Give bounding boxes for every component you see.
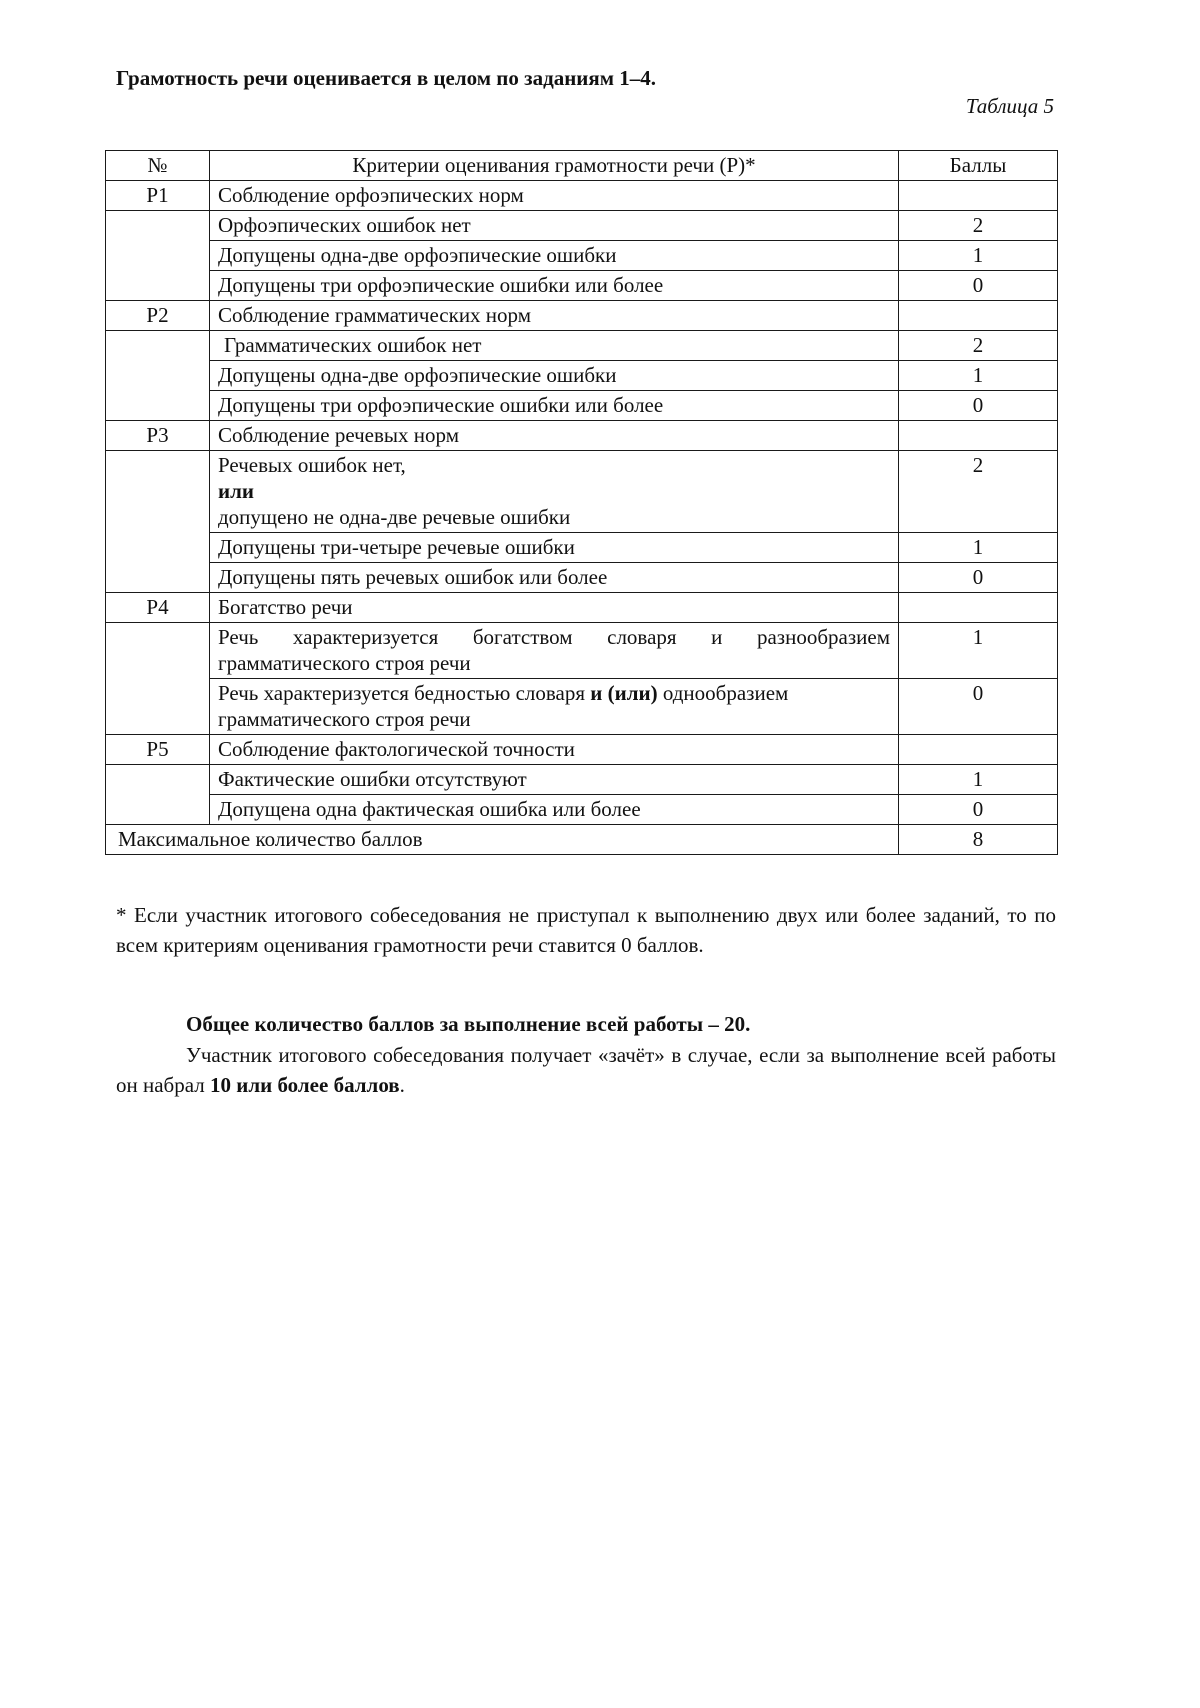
footnote: * Если участник итогового собеседования не приступал к выполнению двух или более заданий, то по всем критериям оценивания грамотности речи ставится 0 баллов. — [116, 903, 1056, 957]
level-text: Речь характеризуется богатством словаря и разнообразием грамматического строя речи — [210, 623, 899, 679]
level-text-part: однообразием грамматического строя речи — [218, 681, 789, 731]
max-score-label: Максимальное количество баллов — [106, 825, 899, 855]
criterion-id: Р1 — [106, 181, 210, 211]
criterion-id-spacer — [106, 211, 210, 301]
summary-text-end: . — [399, 1073, 405, 1097]
table-row — [106, 331, 1058, 361]
table-row — [106, 563, 1058, 593]
criterion-row — [106, 181, 1058, 211]
level-text-multiline — [210, 451, 899, 533]
criterion-title: Соблюдение орфоэпических норм — [210, 181, 899, 211]
criterion-row — [106, 735, 1058, 765]
level-points: 2 — [899, 211, 1058, 241]
criterion-id: Р3 — [106, 421, 210, 451]
summary-title: Общее количество баллов за выполнение всей работы – 20. — [186, 1012, 751, 1036]
criterion-row — [106, 421, 1058, 451]
level-text: Допущены три орфоэпические ошибки или более — [210, 391, 899, 421]
level-text-mixed — [210, 679, 899, 735]
level-text-or: или — [218, 479, 254, 503]
summary-text-part: Участник итогового собеседования получает «зачёт» в случае, если за выполнение всей работы он набрал — [116, 1043, 1056, 1097]
level-text-line: Речевых ошибок нет, — [218, 453, 406, 477]
speech-literacy-criteria-table — [105, 150, 1058, 855]
level-points: 0 — [899, 563, 1058, 593]
table-row — [106, 271, 1058, 301]
level-points: 2 — [899, 451, 1058, 533]
criterion-points-empty — [899, 593, 1058, 623]
table-caption: Таблица 5 — [965, 94, 1054, 118]
header-points: Баллы — [899, 151, 1058, 181]
header-number: № — [106, 151, 210, 181]
level-text: Допущены одна-две орфоэпические ошибки — [210, 241, 899, 271]
criterion-row — [106, 301, 1058, 331]
level-text: Допущены три орфоэпические ошибки или более — [210, 271, 899, 301]
criterion-id-spacer — [106, 623, 210, 735]
criterion-row — [106, 593, 1058, 623]
summary-threshold: 10 или более баллов — [209, 1073, 400, 1097]
criterion-points-empty — [899, 421, 1058, 451]
criterion-id-spacer — [106, 331, 210, 421]
criterion-points-empty — [899, 181, 1058, 211]
table-row — [106, 451, 1058, 533]
criterion-id: Р4 — [106, 593, 210, 623]
table-row — [106, 391, 1058, 421]
level-text-line: допущено не одна-две речевые ошибки — [218, 505, 571, 529]
criterion-title: Богатство речи — [210, 593, 899, 623]
level-points: 0 — [899, 391, 1058, 421]
criterion-id: Р2 — [106, 301, 210, 331]
level-text: Орфоэпических ошибок нет — [210, 211, 899, 241]
level-text-part: Речь характеризуется бедностью словаря — [218, 681, 591, 705]
max-score-value: 8 — [899, 825, 1058, 855]
level-points: 0 — [899, 271, 1058, 301]
level-points: 0 — [899, 795, 1058, 825]
criterion-title: Соблюдение речевых норм — [210, 421, 899, 451]
level-points: 0 — [899, 679, 1058, 735]
table-row — [106, 765, 1058, 795]
max-score-row — [106, 825, 1058, 855]
level-points: 2 — [899, 331, 1058, 361]
level-text: Допущены три-четыре речевые ошибки — [210, 533, 899, 563]
criterion-title: Соблюдение фактологической точности — [210, 735, 899, 765]
level-text: Допущены одна-две орфоэпические ошибки — [210, 361, 899, 391]
table-row — [106, 361, 1058, 391]
table-row — [106, 241, 1058, 271]
level-text: Фактические ошибки отсутствуют — [210, 765, 899, 795]
table-row — [106, 533, 1058, 563]
header-criteria: Критерии оценивания грамотности речи (Р)* — [210, 151, 899, 181]
criterion-points-empty — [899, 301, 1058, 331]
criterion-id-spacer — [106, 765, 210, 825]
criterion-id-spacer — [106, 451, 210, 593]
level-points: 1 — [899, 623, 1058, 679]
criterion-id: Р5 — [106, 735, 210, 765]
level-text: Допущены пять речевых ошибок или более — [210, 563, 899, 593]
level-text: Грамматических ошибок нет — [210, 331, 899, 361]
criterion-title: Соблюдение грамматических норм — [210, 301, 899, 331]
section-heading: Грамотность речи оценивается в целом по заданиям 1–4. — [116, 66, 657, 90]
level-points: 1 — [899, 361, 1058, 391]
table-header-row — [106, 151, 1058, 181]
level-points: 1 — [899, 533, 1058, 563]
table-row — [106, 679, 1058, 735]
table-row — [106, 211, 1058, 241]
level-points: 1 — [899, 765, 1058, 795]
summary-text — [116, 1040, 1056, 1100]
table-row — [106, 623, 1058, 679]
criterion-points-empty — [899, 735, 1058, 765]
level-text-and-or: и (или) — [590, 681, 658, 705]
table-row — [106, 795, 1058, 825]
level-text: Допущена одна фактическая ошибка или более — [210, 795, 899, 825]
level-points: 1 — [899, 241, 1058, 271]
